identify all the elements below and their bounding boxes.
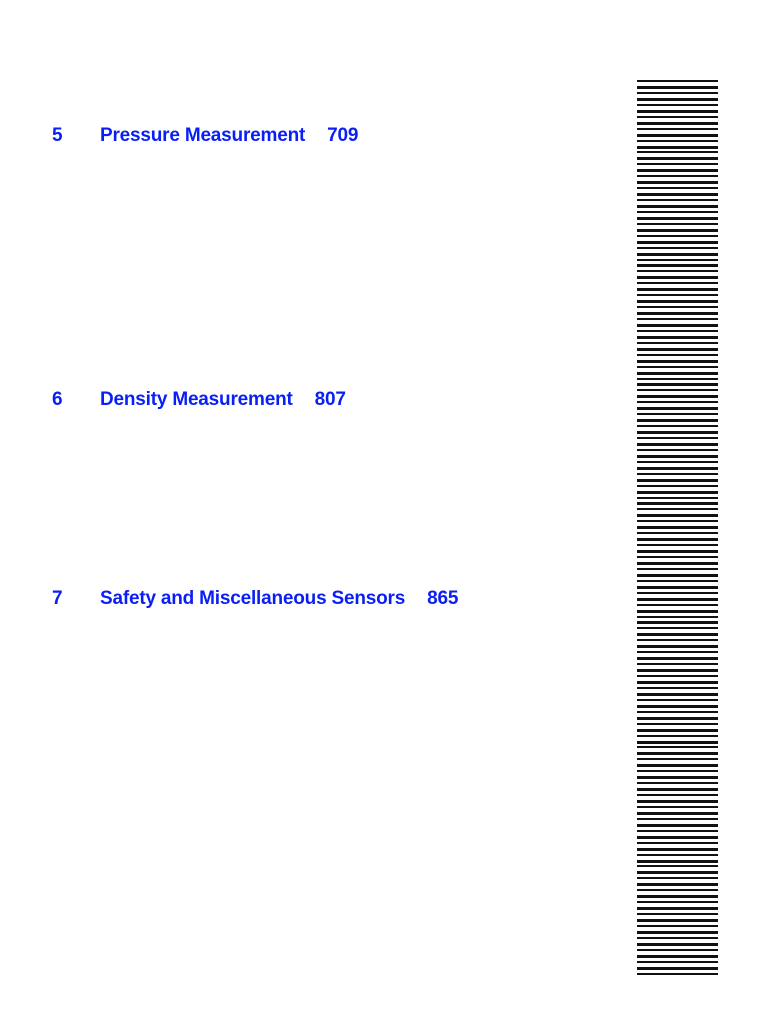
index-line — [637, 193, 718, 196]
index-line — [637, 98, 718, 101]
index-line — [637, 324, 718, 327]
chapter-title: Pressure Measurement — [100, 125, 306, 146]
index-line — [637, 687, 718, 689]
index-line — [637, 651, 718, 653]
index-line — [637, 669, 718, 672]
index-line — [637, 104, 718, 106]
index-line — [637, 241, 718, 244]
index-line — [637, 961, 718, 963]
index-line — [637, 854, 718, 856]
index-line — [637, 205, 718, 208]
index-line — [637, 925, 718, 927]
index-line — [637, 431, 718, 434]
index-line — [637, 604, 718, 606]
index-line — [637, 741, 718, 744]
index-line — [637, 562, 718, 565]
index-line — [637, 348, 718, 351]
index-line — [637, 318, 718, 320]
toc-entry-6[interactable] — [52, 389, 346, 411]
index-line — [637, 842, 718, 844]
index-line — [637, 586, 718, 589]
index-line — [637, 366, 718, 368]
index-line — [637, 134, 718, 137]
index-line — [637, 794, 718, 796]
index-line — [637, 836, 718, 839]
toc-entry-7[interactable] — [52, 588, 458, 610]
index-line — [637, 508, 718, 510]
chapter-page-number: 709 — [327, 125, 359, 146]
index-line — [637, 770, 718, 772]
index-line — [637, 711, 718, 713]
index-line — [637, 467, 718, 470]
index-line — [637, 395, 718, 398]
index-line — [637, 621, 718, 624]
index-line — [637, 627, 718, 629]
index-line — [637, 383, 718, 386]
index-line — [637, 919, 718, 922]
index-line — [637, 479, 718, 482]
index-line — [637, 401, 718, 403]
index-line — [637, 146, 718, 149]
index-line — [637, 544, 718, 546]
index-line — [637, 746, 718, 748]
index-line — [637, 306, 718, 308]
index-line — [637, 259, 718, 261]
index-line — [637, 181, 718, 184]
index-line — [637, 378, 718, 380]
chapter-number: 7 — [52, 588, 63, 609]
index-line — [637, 788, 718, 791]
index-line — [637, 419, 718, 422]
index-line — [637, 520, 718, 522]
index-line — [637, 389, 718, 391]
index-line — [637, 812, 718, 815]
index-line — [637, 752, 718, 755]
index-line — [637, 80, 718, 82]
index-line — [637, 247, 718, 249]
index-line — [637, 163, 718, 165]
index-line — [637, 443, 718, 446]
chapter-number: 6 — [52, 389, 63, 410]
index-line — [637, 217, 718, 220]
index-line — [637, 883, 718, 886]
index-line — [637, 901, 718, 903]
index-line — [637, 913, 718, 915]
index-line — [637, 889, 718, 891]
index-line — [637, 449, 718, 451]
index-line — [637, 675, 718, 677]
index-line — [637, 276, 718, 279]
index-line — [637, 175, 718, 177]
index-line — [637, 294, 718, 296]
index-line — [637, 140, 718, 142]
index-line — [637, 735, 718, 737]
index-line — [637, 122, 718, 125]
index-line — [637, 705, 718, 708]
index-line — [637, 699, 718, 701]
index-line — [637, 336, 718, 339]
chapter-title: Safety and Miscellaneous Sensors — [100, 588, 406, 609]
index-line — [637, 235, 718, 237]
index-line — [637, 806, 718, 808]
index-line — [637, 973, 718, 975]
chapter-title: Density Measurement — [100, 389, 293, 410]
index-line — [637, 473, 718, 475]
index-line — [637, 437, 718, 439]
index-line — [637, 610, 718, 613]
index-line — [637, 253, 718, 256]
index-line — [637, 86, 718, 89]
index-line — [637, 800, 718, 803]
index-line — [637, 776, 718, 779]
index-line — [637, 871, 718, 874]
index-line — [637, 116, 718, 118]
index-line — [637, 580, 718, 582]
index-line — [637, 860, 718, 863]
index-line — [637, 229, 718, 232]
index-line — [637, 616, 718, 618]
index-line — [637, 497, 718, 499]
index-line — [637, 128, 718, 130]
index-line — [637, 532, 718, 534]
index-line — [637, 824, 718, 827]
index-line — [637, 300, 718, 303]
index-line — [637, 270, 718, 272]
index-line — [637, 895, 718, 898]
index-line — [637, 407, 718, 410]
index-line — [637, 907, 718, 910]
index-line — [637, 264, 718, 267]
index-line — [637, 729, 718, 732]
index-line — [637, 330, 718, 332]
index-line — [637, 865, 718, 867]
index-line — [637, 169, 718, 172]
index-line — [637, 693, 718, 696]
index-line — [637, 502, 718, 505]
index-line — [637, 455, 718, 458]
index-line — [637, 967, 718, 970]
thumb-index-bar — [637, 80, 718, 976]
index-line — [637, 550, 718, 553]
index-line — [637, 485, 718, 487]
index-line — [637, 723, 718, 725]
index-line — [637, 633, 718, 636]
index-line — [637, 110, 718, 113]
index-line — [637, 556, 718, 558]
index-line — [637, 818, 718, 820]
index-line — [637, 663, 718, 665]
index-line — [637, 848, 718, 851]
index-line — [637, 568, 718, 570]
index-line — [637, 425, 718, 427]
index-line — [637, 657, 718, 660]
index-line — [637, 372, 718, 375]
index-line — [637, 157, 718, 160]
index-line — [637, 211, 718, 213]
index-line — [637, 223, 718, 225]
index-line — [637, 877, 718, 879]
index-line — [637, 931, 718, 934]
index-line — [637, 937, 718, 939]
chapter-number: 5 — [52, 125, 63, 146]
index-line — [637, 491, 718, 494]
index-line — [637, 354, 718, 356]
chapter-page-number: 865 — [427, 588, 459, 609]
index-line — [637, 199, 718, 201]
index-line — [637, 342, 718, 344]
index-line — [637, 717, 718, 720]
index-line — [637, 538, 718, 541]
index-line — [637, 574, 718, 577]
index-line — [637, 639, 718, 641]
index-line — [637, 151, 718, 153]
index-line — [637, 514, 718, 517]
index-line — [637, 681, 718, 684]
index-line — [637, 949, 718, 951]
index-line — [637, 598, 718, 601]
index-line — [637, 312, 718, 315]
index-line — [637, 461, 718, 463]
index-line — [637, 955, 718, 958]
index-line — [637, 282, 718, 284]
index-line — [637, 943, 718, 946]
index-line — [637, 830, 718, 832]
index-line — [637, 526, 718, 529]
chapter-page-number: 807 — [314, 389, 346, 410]
index-line — [637, 782, 718, 784]
index-line — [637, 645, 718, 648]
index-line — [637, 764, 718, 767]
index-line — [637, 758, 718, 760]
index-line — [637, 592, 718, 594]
toc-entry-5[interactable] — [52, 125, 358, 147]
index-line — [637, 92, 718, 94]
index-line — [637, 288, 718, 291]
index-line — [637, 360, 718, 363]
index-line — [637, 413, 718, 415]
index-line — [637, 187, 718, 189]
